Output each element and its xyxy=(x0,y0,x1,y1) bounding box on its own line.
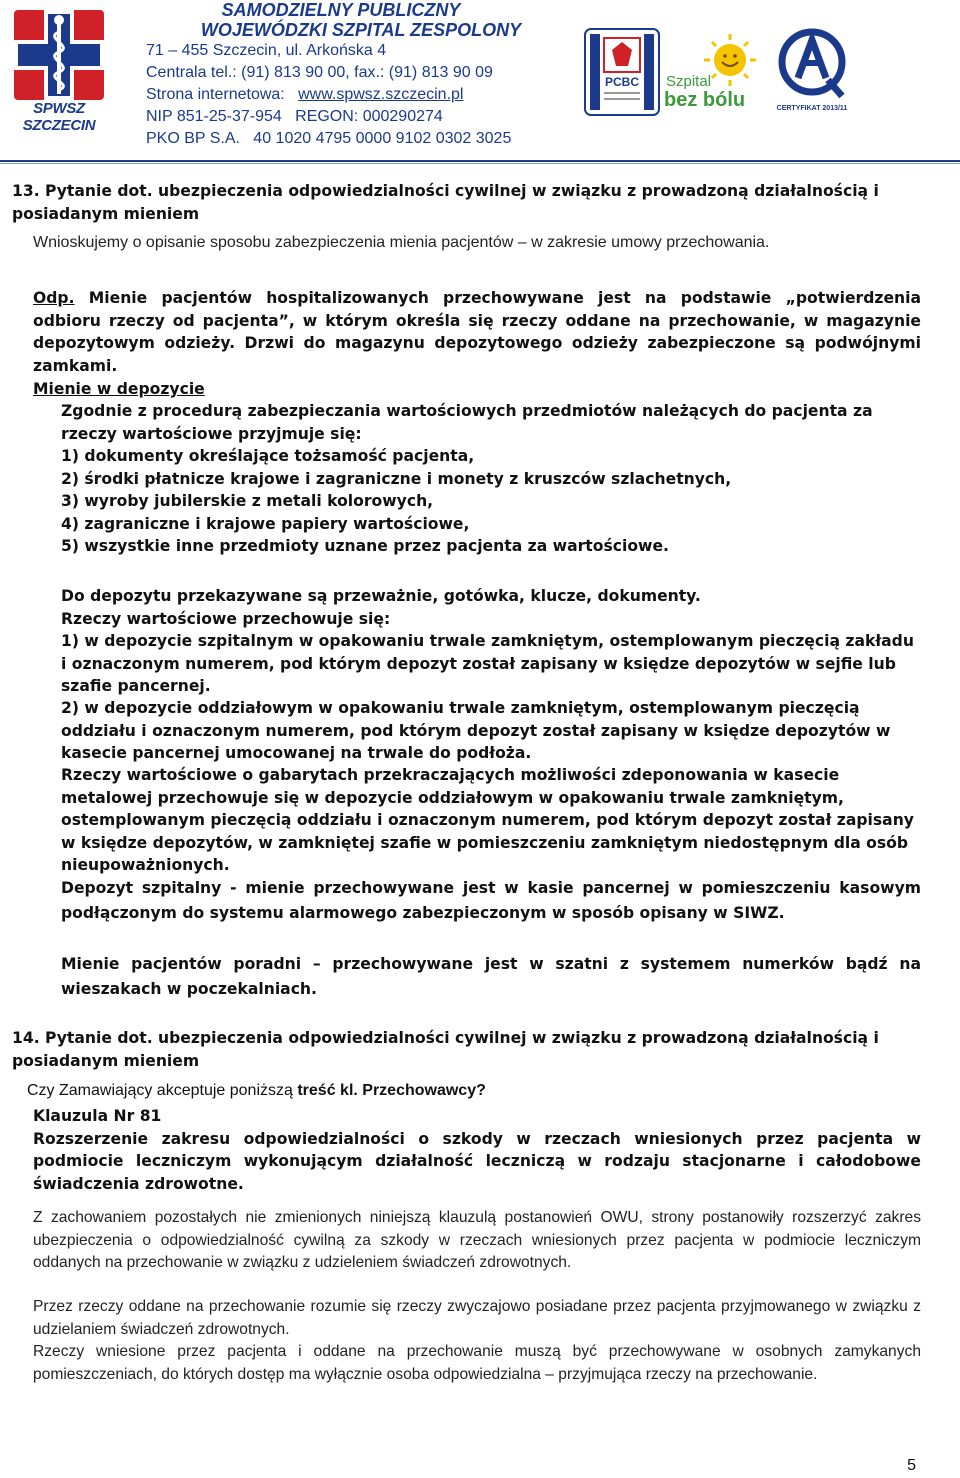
pcbc-certification-logo xyxy=(584,28,660,116)
org-nip-regon: NIP 851-25-37-954 REGON: 000290274 xyxy=(146,108,443,125)
list-item: 5) wszystkie inne przedmioty uznane przez pacjenta za wartościowe. xyxy=(61,537,669,555)
storage-intro: Rzeczy wartościowe przechowuje się: xyxy=(61,610,391,628)
storage-option-2: 2) w depozycie oddziałowym w opakowaniu trwale zamkniętym, ostemplowanym pieczęcią oddziału i oznaczonym numerem, pod którym depozyt został zapisany w księdze depozytów w kasecie pancernej umocowanej na trwale do podłoża. xyxy=(61,699,891,762)
storage-option-1: 1) w depozycie szpitalnym w opakowaniu trwale zamkniętym, ostemplowanym pieczęcią zakładu i oznaczonym numerem, pod którym depozyt został zapisany w księdze depozytów w sejfie lub szafie pancernej. xyxy=(61,632,914,695)
cert-text: CERTYFIKAT 2013/11 xyxy=(776,105,848,112)
clause-paragraph-3: Rzeczy wniesione przez pacjenta i oddane na przechowanie muszą być przechowywane w osobnych zamykanych pomieszczeniach, do których dostęp ma wyłącznie osoba odpowiedzialna – przyjmująca rzeczy na przechowanie. xyxy=(33,1343,921,1383)
answer-13-intro xyxy=(33,287,921,377)
logo-caption: SPWSZ SZCZECIN xyxy=(22,100,96,134)
pcbc-text: PCBC xyxy=(604,75,640,89)
org-name-line2: WOJEWÓDZKI SZPITAL ZESPOLONY xyxy=(200,20,522,40)
org-name-line1: SAMODZIELNY PUBLICZNY xyxy=(221,0,461,20)
clause-paragraph-2: Przez rzeczy oddane na przechowanie rozumie się rzeczy zwyczajowo posiadane przez pacjenta przyjmowanego w związku z udzielaniem świadczeń zdrowotnych. xyxy=(33,1298,921,1338)
page-number: 5 xyxy=(907,1457,916,1474)
question-14-heading: 14. Pytanie dot. ubezpieczenia odpowiedzialności cywilnej w związku z prowadzoną działalnością i posiadanym mieniem xyxy=(12,1029,879,1070)
list-item: 4) zagraniczne i krajowe papiery wartościowe, xyxy=(61,514,470,533)
valuables-list xyxy=(61,445,921,558)
question-14-pre: Czy Zamawiający akceptuje poniższą xyxy=(27,1082,298,1099)
header-divider-thin xyxy=(0,163,960,164)
oversized-items: Rzeczy wartościowe o gabarytach przekraczających możliwości zdeponowania w kasecie metalowej przechowuje się w depozycie oddziałowym w opakowaniu trwale zamkniętym, ostemplowanym pieczęcią oddziału i oznaczonym numerem, pod którym depozyt został zapisany w księdze depozytów, w zamkniętej szafie w pomieszczeniu zamkniętym niedostępnym dla osób nieupoważnionych. xyxy=(61,766,914,874)
list-item: 3) wyroby jubilerskie z metali kolorowych, xyxy=(61,492,434,510)
org-bank-account: PKO BP S.A. 40 1020 4795 0000 9102 0302 3025 xyxy=(146,130,512,147)
question-13-heading: 13. Pytanie dot. ubezpieczenia odpowiedzialności cywilnej w związku z prowadzoną działalnością i posiadanym mieniem xyxy=(12,182,879,223)
header-divider xyxy=(0,160,960,162)
procedure-intro: Zgodnie z procedurą zabezpieczania wartościowych przedmiotów należących do pacjenta za rzeczy wartościowe przyjmuje się: xyxy=(61,402,873,443)
list-item: 1) dokumenty określające tożsamość pacjenta, xyxy=(61,447,475,465)
clause-paragraph-1: Z zachowaniem pozostałych nie zmienionych niniejszą klauzulą postanowień OWU, strony postanowiły rozszerzyć zakres ubezpieczenia o odpowiedzialność cywilną za szkody w rzeczach wniesionych przez pacjenta w podmiocie leczniczym oddanych na przechowanie w związku z udzieleniem świadczeń zdrowotnych. xyxy=(33,1209,921,1271)
hospital-deposit: Depozyt szpitalny - mienie przechowywane jest w kasie pancernej w pomieszczeniu kasowym podłączonym do systemu alarmowego zabezpieczonym w sposób opisany w SIWZ. xyxy=(61,879,921,922)
szpital-bez-bolu-logo xyxy=(664,28,764,116)
list-item: 2) środki płatnicze krajowe i zagraniczne i monety z kruszców szlachetnych, xyxy=(61,469,732,488)
question-13-text: Wnioskujemy o opisanie sposobu zabezpieczenia mienia pacjentów – w zakresie umowy przechowania. xyxy=(33,234,770,251)
quality-certificate-logo xyxy=(772,24,852,116)
bez-bolu-text: bez bólu xyxy=(664,89,746,111)
clinic-deposit: Mienie pacjentów poradni – przechowywane jest w szatni z systemem numerków bądź na wieszakach w poczekalniach. xyxy=(61,955,921,998)
sun-icon xyxy=(664,28,764,116)
org-address: 71 – 455 Szczecin, ul. Arkońska 4 xyxy=(146,42,387,59)
answer-text: Mienie pacjentów hospitalizowanych przechowywane jest na podstawie „potwierdzenia odbioru rzeczy od pacjenta”, w którym określa się rzeczy oddane na przechowanie, w magazynie depozytowym odzieży. Drzwi do magazynu depozytowego odzieży zabezpieczone są podwójnymi zamkami. xyxy=(33,289,921,375)
answer-label: Odp. xyxy=(33,289,75,307)
question-14-bold: treść kl. Przechowawcy? xyxy=(297,1082,486,1099)
clause-title: Klauzula Nr 81 xyxy=(33,1107,162,1125)
clause-heading: Rozszerzenie zakresu odpowiedzialności o szkody w rzeczach wniesionych przez pacjenta w podmiocie leczniczym wykonującym działalność leczniczą w rodzaju stacjonarne i całodobowe świadczenia zdrowotne. xyxy=(33,1129,921,1193)
clause-block xyxy=(33,1105,921,1195)
org-website xyxy=(146,84,576,106)
org-phone: Centrala tel.: (91) 813 90 00, fax.: (91) 813 90 09 xyxy=(146,64,493,81)
deposit-section-title: Mienie w depozycie xyxy=(33,380,205,398)
deposit-intro: Do depozytu przekazywane są przeważnie, gotówka, klucze, dokumenty. xyxy=(61,587,701,605)
website-label: Strona internetowa: xyxy=(146,86,299,103)
organization-info xyxy=(146,0,576,150)
website-link[interactable]: www.spwsz.szczecin.pl xyxy=(298,86,464,103)
letterhead xyxy=(0,0,960,165)
szpital-text: Szpital xyxy=(666,73,712,90)
question-14-text xyxy=(27,1080,927,1103)
